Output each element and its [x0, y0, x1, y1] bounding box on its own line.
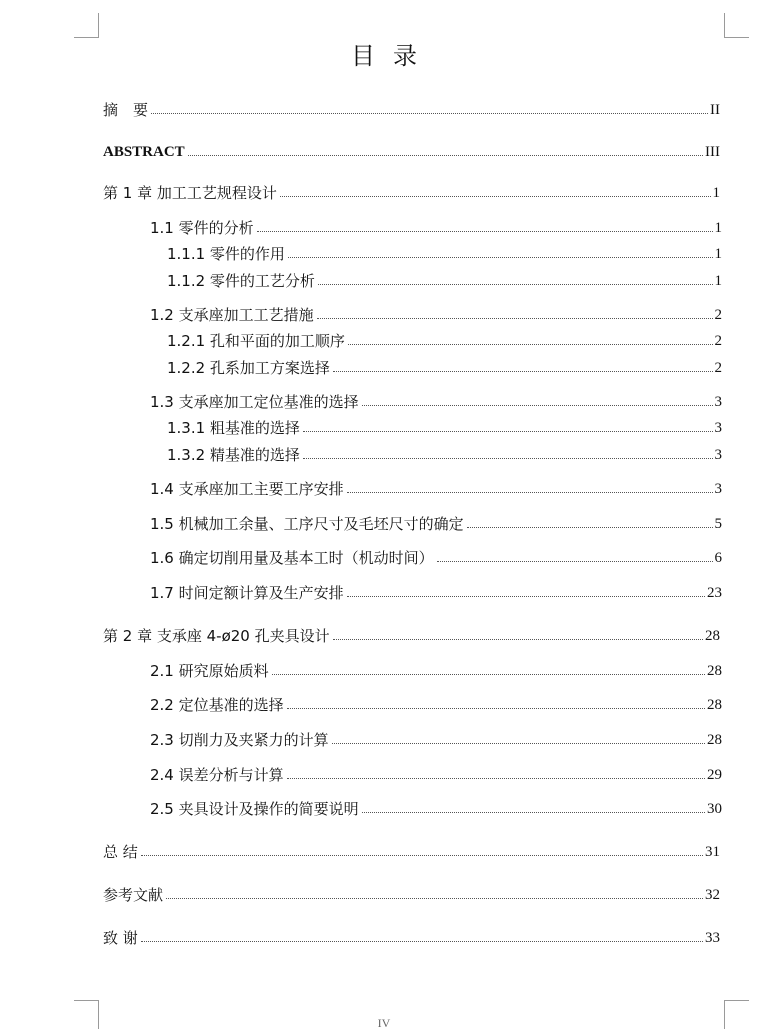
toc-entry-page-number: 1: [712, 185, 720, 201]
toc-entry-label: ABSTRACT: [103, 144, 185, 160]
toc-entry-label: 第 2 章 支承座 4-ø20 孔夹具设计: [103, 627, 330, 645]
toc-entry[interactable]: [150, 765, 722, 785]
toc-entry-page-number: 33: [705, 930, 720, 946]
dot-leader: [257, 230, 713, 232]
toc-entry[interactable]: [150, 514, 722, 534]
toc-entry-label: 1.6 确定切削用量及基本工时（机动时间）: [150, 549, 434, 567]
toc-entry[interactable]: [167, 358, 722, 378]
toc-entry-page-number: 1: [714, 220, 722, 236]
dot-leader: [287, 707, 705, 709]
toc-entry[interactable]: [150, 661, 722, 681]
toc-entry[interactable]: [150, 730, 722, 750]
toc-entry-page-number: 2: [714, 333, 722, 349]
dot-leader: [272, 673, 705, 675]
dot-leader: [166, 897, 703, 899]
toc-entry-label: 1.3.1 粗基准的选择: [167, 419, 300, 437]
corner-mark-bottom-right-h: [724, 1000, 749, 1001]
page-title: 目录: [351, 42, 435, 70]
toc-entry-label: 致 谢: [103, 929, 138, 947]
toc-entry-label: 1.3.2 精基准的选择: [167, 446, 300, 464]
corner-mark-bottom-left-h: [74, 1000, 99, 1001]
toc-entry-page-number: 1: [714, 246, 722, 262]
dot-leader: [287, 777, 705, 779]
toc-entry-page-number: 23: [707, 585, 722, 601]
toc-entry-page-number: 30: [707, 801, 722, 817]
toc-entry-label: 2.2 定位基准的选择: [150, 696, 284, 714]
toc-entry[interactable]: [167, 244, 722, 264]
dot-leader: [303, 457, 713, 459]
toc-entry[interactable]: [150, 583, 722, 603]
toc-entry[interactable]: [103, 928, 720, 948]
corner-mark-top-right-v: [724, 13, 725, 38]
toc-entry-page-number: 3: [714, 394, 722, 410]
dot-leader: [333, 638, 703, 640]
toc-entry-page-number: 31: [705, 844, 720, 860]
toc-entry[interactable]: [150, 695, 722, 715]
toc-entry-page-number: 2: [714, 360, 722, 376]
toc-entry-page-number: 5: [714, 516, 722, 532]
toc-entry-page-number: 3: [714, 447, 722, 463]
toc-entry[interactable]: [103, 885, 720, 905]
toc-entry[interactable]: [150, 218, 722, 238]
toc-entry-label: 1.1 零件的分析: [150, 219, 254, 237]
toc-entry-page-number: 28: [707, 697, 722, 713]
toc-entry-page-number: 3: [714, 481, 722, 497]
toc-entry-page-number: 2: [714, 307, 722, 323]
toc-entry-label: 1.4 支承座加工主要工序安排: [150, 480, 344, 498]
dot-leader: [347, 491, 713, 493]
dot-leader: [362, 811, 705, 813]
toc-entry-label: 1.2 支承座加工工艺措施: [150, 306, 314, 324]
dot-leader: [151, 112, 708, 114]
toc-entry[interactable]: [150, 548, 722, 568]
toc-entry-page-number: 32: [705, 887, 720, 903]
toc-entry-label: 1.1.2 零件的工艺分析: [167, 272, 315, 290]
toc-entry[interactable]: [103, 842, 720, 862]
toc-entry[interactable]: [150, 799, 722, 819]
toc-entry-label: 第 1 章 加工工艺规程设计: [103, 184, 277, 202]
toc-entry-label: 摘 要: [103, 101, 149, 119]
toc-entry[interactable]: [103, 142, 720, 162]
dot-leader: [188, 154, 703, 156]
dot-leader: [141, 940, 703, 942]
toc-entry-page-number: II: [710, 102, 720, 118]
toc-entry-label: 2.4 误差分析与计算: [150, 766, 284, 784]
toc-entry-label: 1.7 时间定额计算及生产安排: [150, 584, 344, 602]
toc-entry-label: 1.2.1 孔和平面的加工顺序: [167, 332, 345, 350]
toc-entry-page-number: 28: [707, 663, 722, 679]
dot-leader: [467, 526, 713, 528]
dot-leader: [318, 283, 713, 285]
toc-entry-page-number: 28: [705, 628, 720, 644]
toc-entry[interactable]: [103, 100, 720, 120]
toc-entry-label: 参考文献: [103, 886, 164, 904]
toc-entry[interactable]: [103, 626, 720, 646]
toc-entry-page-number: 1: [714, 273, 722, 289]
dot-leader: [303, 430, 713, 432]
toc-entry[interactable]: [150, 305, 722, 325]
toc-entry[interactable]: [103, 183, 720, 203]
toc-entry-page-number: 28: [707, 732, 722, 748]
dot-leader: [362, 404, 713, 406]
toc-entry-label: 2.5 夹具设计及操作的简要说明: [150, 800, 359, 818]
dot-leader: [280, 195, 711, 197]
toc-entry-page-number: 6: [714, 550, 722, 566]
toc-entry[interactable]: [167, 271, 722, 291]
dot-leader: [332, 742, 705, 744]
dot-leader: [347, 595, 705, 597]
dot-leader: [348, 343, 713, 345]
dot-leader: [141, 854, 703, 856]
dot-leader: [437, 560, 713, 562]
corner-mark-top-left-v: [98, 13, 99, 38]
toc-entry-label: 1.3 支承座加工定位基准的选择: [150, 393, 359, 411]
footer-page-number: IV: [377, 1016, 391, 1030]
toc-entry-label: 总 结: [103, 843, 138, 861]
toc-entry-label: 1.5 机械加工余量、工序尺寸及毛坯尺寸的确定: [150, 515, 464, 533]
toc-entry[interactable]: [167, 331, 722, 351]
toc-entry[interactable]: [167, 418, 722, 438]
toc-entry[interactable]: [167, 445, 722, 465]
toc-entry-page-number: III: [705, 144, 720, 160]
toc-entry-label: 1.1.1 零件的作用: [167, 245, 285, 263]
toc-entry[interactable]: [150, 479, 722, 499]
toc-entry[interactable]: [150, 392, 722, 412]
dot-leader: [317, 317, 713, 319]
dot-leader: [288, 256, 713, 258]
toc-entry-label: 1.2.2 孔系加工方案选择: [167, 359, 330, 377]
dot-leader: [333, 370, 713, 372]
toc-entry-page-number: 29: [707, 767, 722, 783]
toc-entry-label: 2.1 研究原始质料: [150, 662, 269, 680]
toc-entry-label: 2.3 切削力及夹紧力的计算: [150, 731, 329, 749]
toc-entry-page-number: 3: [714, 420, 722, 436]
